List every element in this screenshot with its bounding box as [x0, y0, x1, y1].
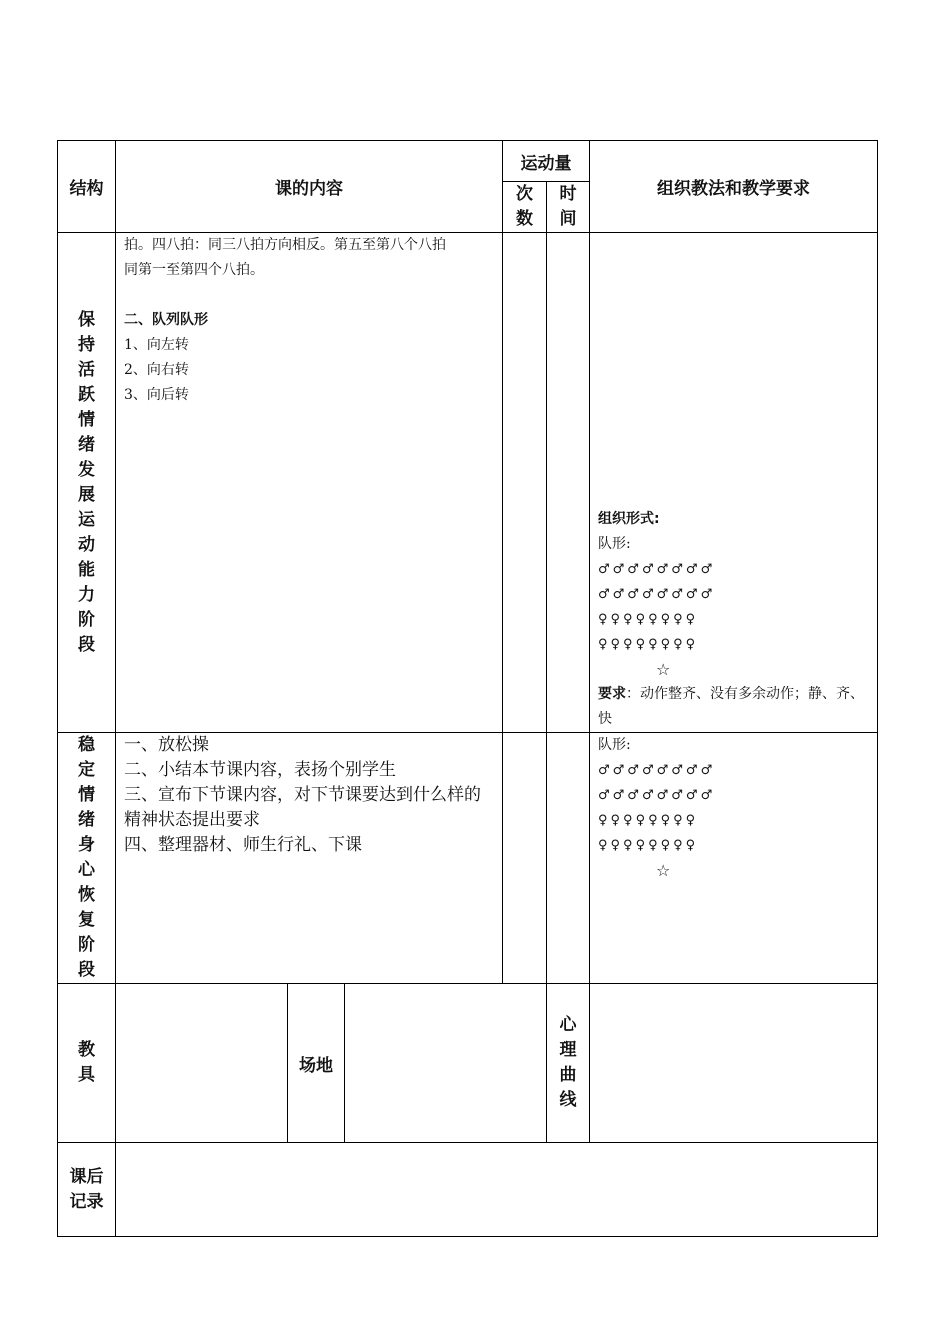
section1-text-line1: 拍。四八拍：同三八拍方向相反。第五至第八个八拍	[124, 237, 446, 253]
header-organization-cell	[590, 141, 878, 233]
section1-label: 保持活跃情绪发展运动能力阶段	[78, 309, 95, 655]
header-content: 课的内容	[275, 179, 343, 199]
formation-label: 队形:	[598, 536, 631, 552]
section2-content-cell	[116, 733, 503, 984]
venue-label-cell	[288, 984, 345, 1143]
section2-label-cell	[58, 733, 116, 984]
formation-row-male: ♂♂♂♂♂♂♂♂	[598, 763, 716, 778]
list-item: 三、宣布下节课内容，对下节课要达到什么样的精神状态提出要求	[124, 785, 481, 830]
header-duration: 时间	[559, 184, 577, 229]
header-structure: 结构	[69, 179, 104, 199]
formation-label: 队形:	[598, 737, 631, 753]
teacher-star-icon: ☆	[656, 861, 671, 880]
afterclass-label: 课后记录	[69, 1166, 104, 1212]
formation-row-male: ♂♂♂♂♂♂♂♂	[598, 562, 716, 577]
list-item: 1、向左转	[124, 337, 189, 353]
section1-subheading: 二、队列队形	[124, 312, 208, 328]
list-item: 二、小结本节课内容，表扬个别学生	[124, 760, 396, 780]
section1-organization	[590, 507, 877, 732]
formation-row-female: ♀♀♀♀♀♀♀♀	[598, 838, 699, 853]
header-content-cell	[116, 141, 503, 233]
section2-duration-cell	[547, 733, 590, 984]
equipment-value-cell	[116, 984, 288, 1143]
equipment-label: 教具	[78, 1040, 95, 1085]
list-item: 3、向后转	[124, 387, 189, 403]
section2-label: 稳定情绪身心恢复阶段	[78, 735, 95, 980]
header-times: 次数	[516, 184, 533, 229]
section2-organization	[590, 733, 877, 883]
list-item: 2、向右转	[124, 362, 189, 378]
section2-content	[116, 733, 502, 858]
venue-label: 场地	[299, 1055, 333, 1076]
requirements-label: 要求	[598, 686, 626, 702]
equipment-label-cell	[58, 984, 116, 1143]
formation-row-female: ♀♀♀♀♀♀♀♀	[598, 612, 699, 627]
formation-row-female: ♀♀♀♀♀♀♀♀	[598, 637, 699, 652]
section2-times-cell	[503, 733, 547, 984]
header-duration-cell	[547, 182, 590, 233]
requirements	[598, 682, 871, 732]
list-item: 一、放松操	[124, 735, 209, 755]
curve-label: 心理曲线	[559, 1015, 577, 1110]
section1-content-cell	[116, 233, 503, 733]
section2-organization-cell	[590, 733, 878, 984]
curve-value-cell	[590, 984, 878, 1143]
formation-row-male: ♂♂♂♂♂♂♂♂	[598, 788, 716, 803]
afterclass-value-cell	[116, 1143, 878, 1237]
venue-value-cell	[345, 984, 547, 1143]
header-times-cell	[503, 182, 547, 233]
section1-duration-cell	[547, 233, 590, 733]
teacher-star-icon: ☆	[656, 660, 671, 679]
formation-row-male: ♂♂♂♂♂♂♂♂	[598, 587, 716, 602]
formation-row-female: ♀♀♀♀♀♀♀♀	[598, 813, 699, 828]
curve-label-cell	[547, 984, 590, 1143]
header-exercise-amount: 运动量	[520, 153, 572, 174]
header-organization: 组织教法和教学要求	[657, 179, 810, 199]
section1-content	[116, 233, 502, 408]
section1-label-cell	[58, 233, 116, 733]
requirements-text: ：动作整齐、没有多余动作；静、齐、快	[598, 686, 864, 727]
afterclass-label-cell	[58, 1143, 116, 1237]
lesson-plan-table	[57, 140, 878, 1237]
list-item: 四、整理器材、师生行礼、下课	[124, 835, 362, 855]
section1-text-line2: 同第一至第四个八拍。	[124, 262, 264, 278]
section1-organization-cell	[590, 233, 878, 733]
org-title: 组织形式:	[598, 511, 660, 527]
section1-times-cell	[503, 233, 547, 733]
header-structure-cell	[58, 141, 116, 233]
header-exercise-cell	[503, 141, 590, 182]
